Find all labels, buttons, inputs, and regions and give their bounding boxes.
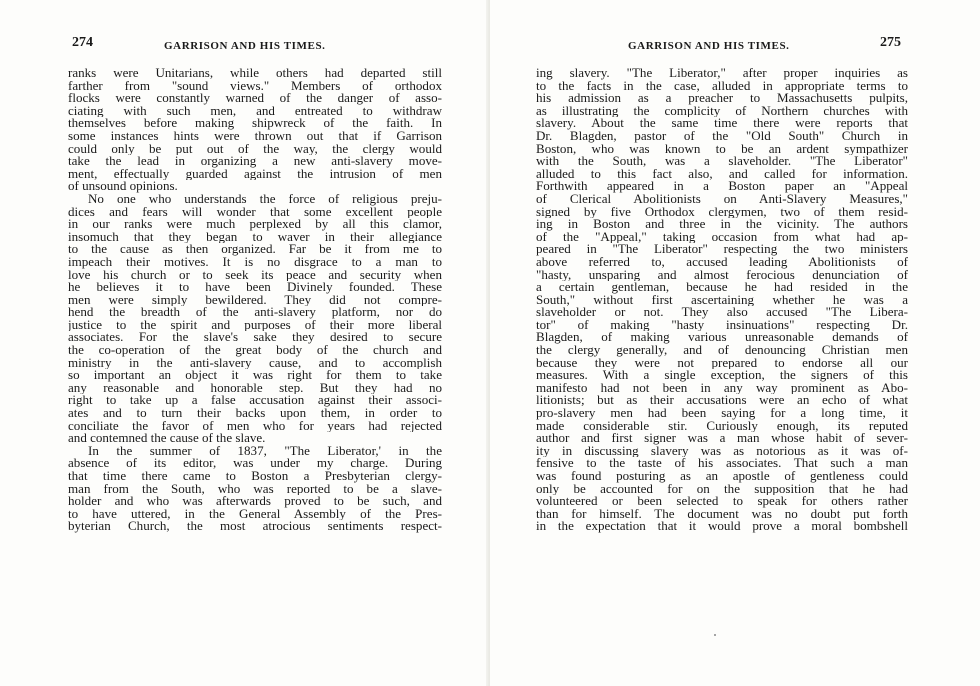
text-line: volunteered or been selected to speak for others rather — [536, 495, 908, 508]
text-line: ministry in the anti-slavery cause, and to accomplish — [68, 356, 442, 370]
text-line: ranks were Unitarians, while others had departed still — [68, 67, 442, 80]
text-line: to have uttered, in the General Assembly of the Pres- — [68, 507, 442, 521]
text-line: holder and who was afterwards proved to be such, and — [68, 495, 442, 508]
text-line: right to take up a false accusation against their associ- — [68, 394, 442, 408]
text-line: to the facts in the case, alluded in appropriate terms to — [536, 79, 908, 93]
text-line: men were simply bewildered. They did not compre- — [68, 293, 442, 307]
text-line: a certain gentleman, because he had resided in the — [536, 281, 908, 294]
running-head: GARRISON AND HIS TIMES. — [628, 40, 790, 52]
text-line: than for himself. The document was no doubt put forth — [536, 507, 908, 521]
text-line: justice to the spirit and purposes of their more liberal — [68, 318, 442, 332]
text-line: No one who understands the force of religious preju- — [88, 192, 442, 206]
text-line: to the cause as then organized. Far be it from me to — [68, 243, 442, 256]
text-line: ment, effectually guarded against the intrusion of men — [68, 167, 442, 181]
text-line: alluded to this fact also, and called for information. — [536, 167, 908, 181]
page-number: 275 — [880, 35, 901, 50]
text-line: of unsound opinions. — [68, 180, 178, 193]
text-line: signed by five Orthodox clergymen, two of them resid- — [536, 205, 908, 219]
text-line: byterian Church, the most atrocious sentiments respect- — [68, 520, 442, 533]
text-line: pro-slavery men had been saying for a long time, it — [536, 407, 908, 420]
text-line: man from the South, who was reported to be a slave- — [68, 482, 442, 496]
text-line: his admission as a preacher to Massachusetts pulpits, — [536, 92, 908, 105]
text-line: some instances hints were thrown out that if Garrison — [68, 129, 442, 143]
text-line: ciating with such men, and entreated to withdraw — [68, 104, 442, 118]
text-line: "hasty, unsparing and almost ferocious denunciation of — [536, 268, 908, 282]
text-line: conciliate the favor of men who for years had rejected — [68, 419, 442, 433]
text-line: Dr. Blagden, pastor of the "Old South" Church in — [536, 129, 908, 143]
text-line: the clergy generally, and of denouncing Christian men — [536, 344, 908, 357]
text-line: Forthwith appeared in a Boston paper an "Appeal — [536, 180, 908, 193]
text-line: themselves before making shipwreck of the faith. In — [68, 117, 442, 130]
text-line: ing in Boston and three in the vicinity. The authors — [536, 218, 908, 231]
text-line: insomuch that they began to waver in their allegiance — [68, 230, 442, 244]
text-line: In the summer of 1837, "The Liberator,' in the — [88, 444, 442, 458]
text-line: dices and fears will wonder that some excellent people — [68, 205, 442, 219]
text-line: in the expectation that it would prove a moral bombshell — [536, 520, 908, 533]
body-text — [68, 67, 442, 533]
text-line: so important an object it was right for them to take — [68, 369, 442, 382]
text-line: because they were not prepared to endorse all our — [536, 356, 908, 370]
text-line: made considerable stir. Curiously enough, its reputed — [536, 419, 908, 433]
text-line: and contemned the cause of the slave. — [68, 432, 266, 445]
text-line: of the "Appeal," taking occasion from what had ap- — [536, 230, 908, 244]
text-line: associates. For the slave's sake they desired to secure — [68, 331, 442, 345]
text-line: litionists; but as their accusations were an echo of what — [536, 394, 908, 408]
right-page — [490, 0, 980, 686]
text-line: farther from "sound views." Members of orthodox — [68, 79, 442, 93]
text-line: of Clerical Abolitionists on Anti-Slavery Measures," — [536, 192, 908, 206]
text-line: the co-operation of the great body of the church and — [68, 344, 442, 357]
page-number: 274 — [72, 35, 93, 50]
text-line: tor" of making "hasty insinuations" respecting Dr. — [536, 318, 908, 332]
body-text — [536, 67, 908, 533]
text-line: love his church or to seek its peace and security when — [68, 268, 442, 282]
text-line: author and first signer was a man whose habit of sever- — [536, 432, 908, 445]
text-line: ates and to turn their backs upon them, in order to — [68, 407, 442, 420]
text-line: slavery. About the same time there were reports that — [536, 117, 908, 130]
text-line: ity in discussing slavery was as notorious as it was of- — [536, 444, 908, 458]
text-line: South," without first ascertaining whether he was a — [536, 293, 908, 307]
text-line: Blagden, of making various unreasonable demands of — [536, 331, 908, 345]
text-line: only be accounted for on the supposition that he had — [536, 482, 908, 496]
text-line: fensive to the taste of his associates. That such a man — [536, 457, 908, 470]
text-line: as illustrating the complicity of Northern churches with — [536, 104, 908, 118]
text-line: that time there came to Boston a Presbyterian clergy- — [68, 470, 442, 483]
text-line: measures. With a single exception, the signers of this — [536, 369, 908, 382]
text-line: was found posturing as an apostle of gentleness could — [536, 470, 908, 483]
text-line: any reasonable and honorable step. But they had no — [68, 381, 442, 395]
text-line: with the South, was a slaveholder. "The Liberator" — [536, 155, 908, 168]
text-line: ing slavery. "The Liberator," after proper inquiries as — [536, 67, 908, 80]
text-line: impeach their motives. It is no disgrace to a man to — [68, 255, 442, 269]
text-line: could only be put out of the way, the clergy would — [68, 142, 442, 156]
text-line: peared in "The Liberator" respecting the two ministers — [536, 243, 908, 256]
text-line: hend the breadth of the anti-slavery platform, nor do — [68, 306, 442, 319]
text-line: flocks were constantly warned of the danger of asso- — [68, 92, 442, 105]
text-line: in our ranks were much perplexed by all this clamor, — [68, 218, 442, 231]
text-line: slaveholder or not. They also accused "The Libera- — [536, 306, 908, 319]
text-line: absence of its editor, was under my charge. During — [68, 457, 442, 470]
text-line: take the lead in organizing a new anti-slavery move- — [68, 155, 442, 168]
text-line: above referred to, accused leading Abolitionists of — [536, 255, 908, 269]
ink-speck — [714, 634, 716, 636]
text-line: Boston, who was known to be an ardent sympathizer — [536, 142, 908, 156]
text-line: he believes it to have been Divinely founded. These — [68, 281, 442, 294]
text-line: manifesto had not been in any way prominent as Abo- — [536, 381, 908, 395]
running-head: GARRISON AND HIS TIMES. — [164, 40, 326, 52]
